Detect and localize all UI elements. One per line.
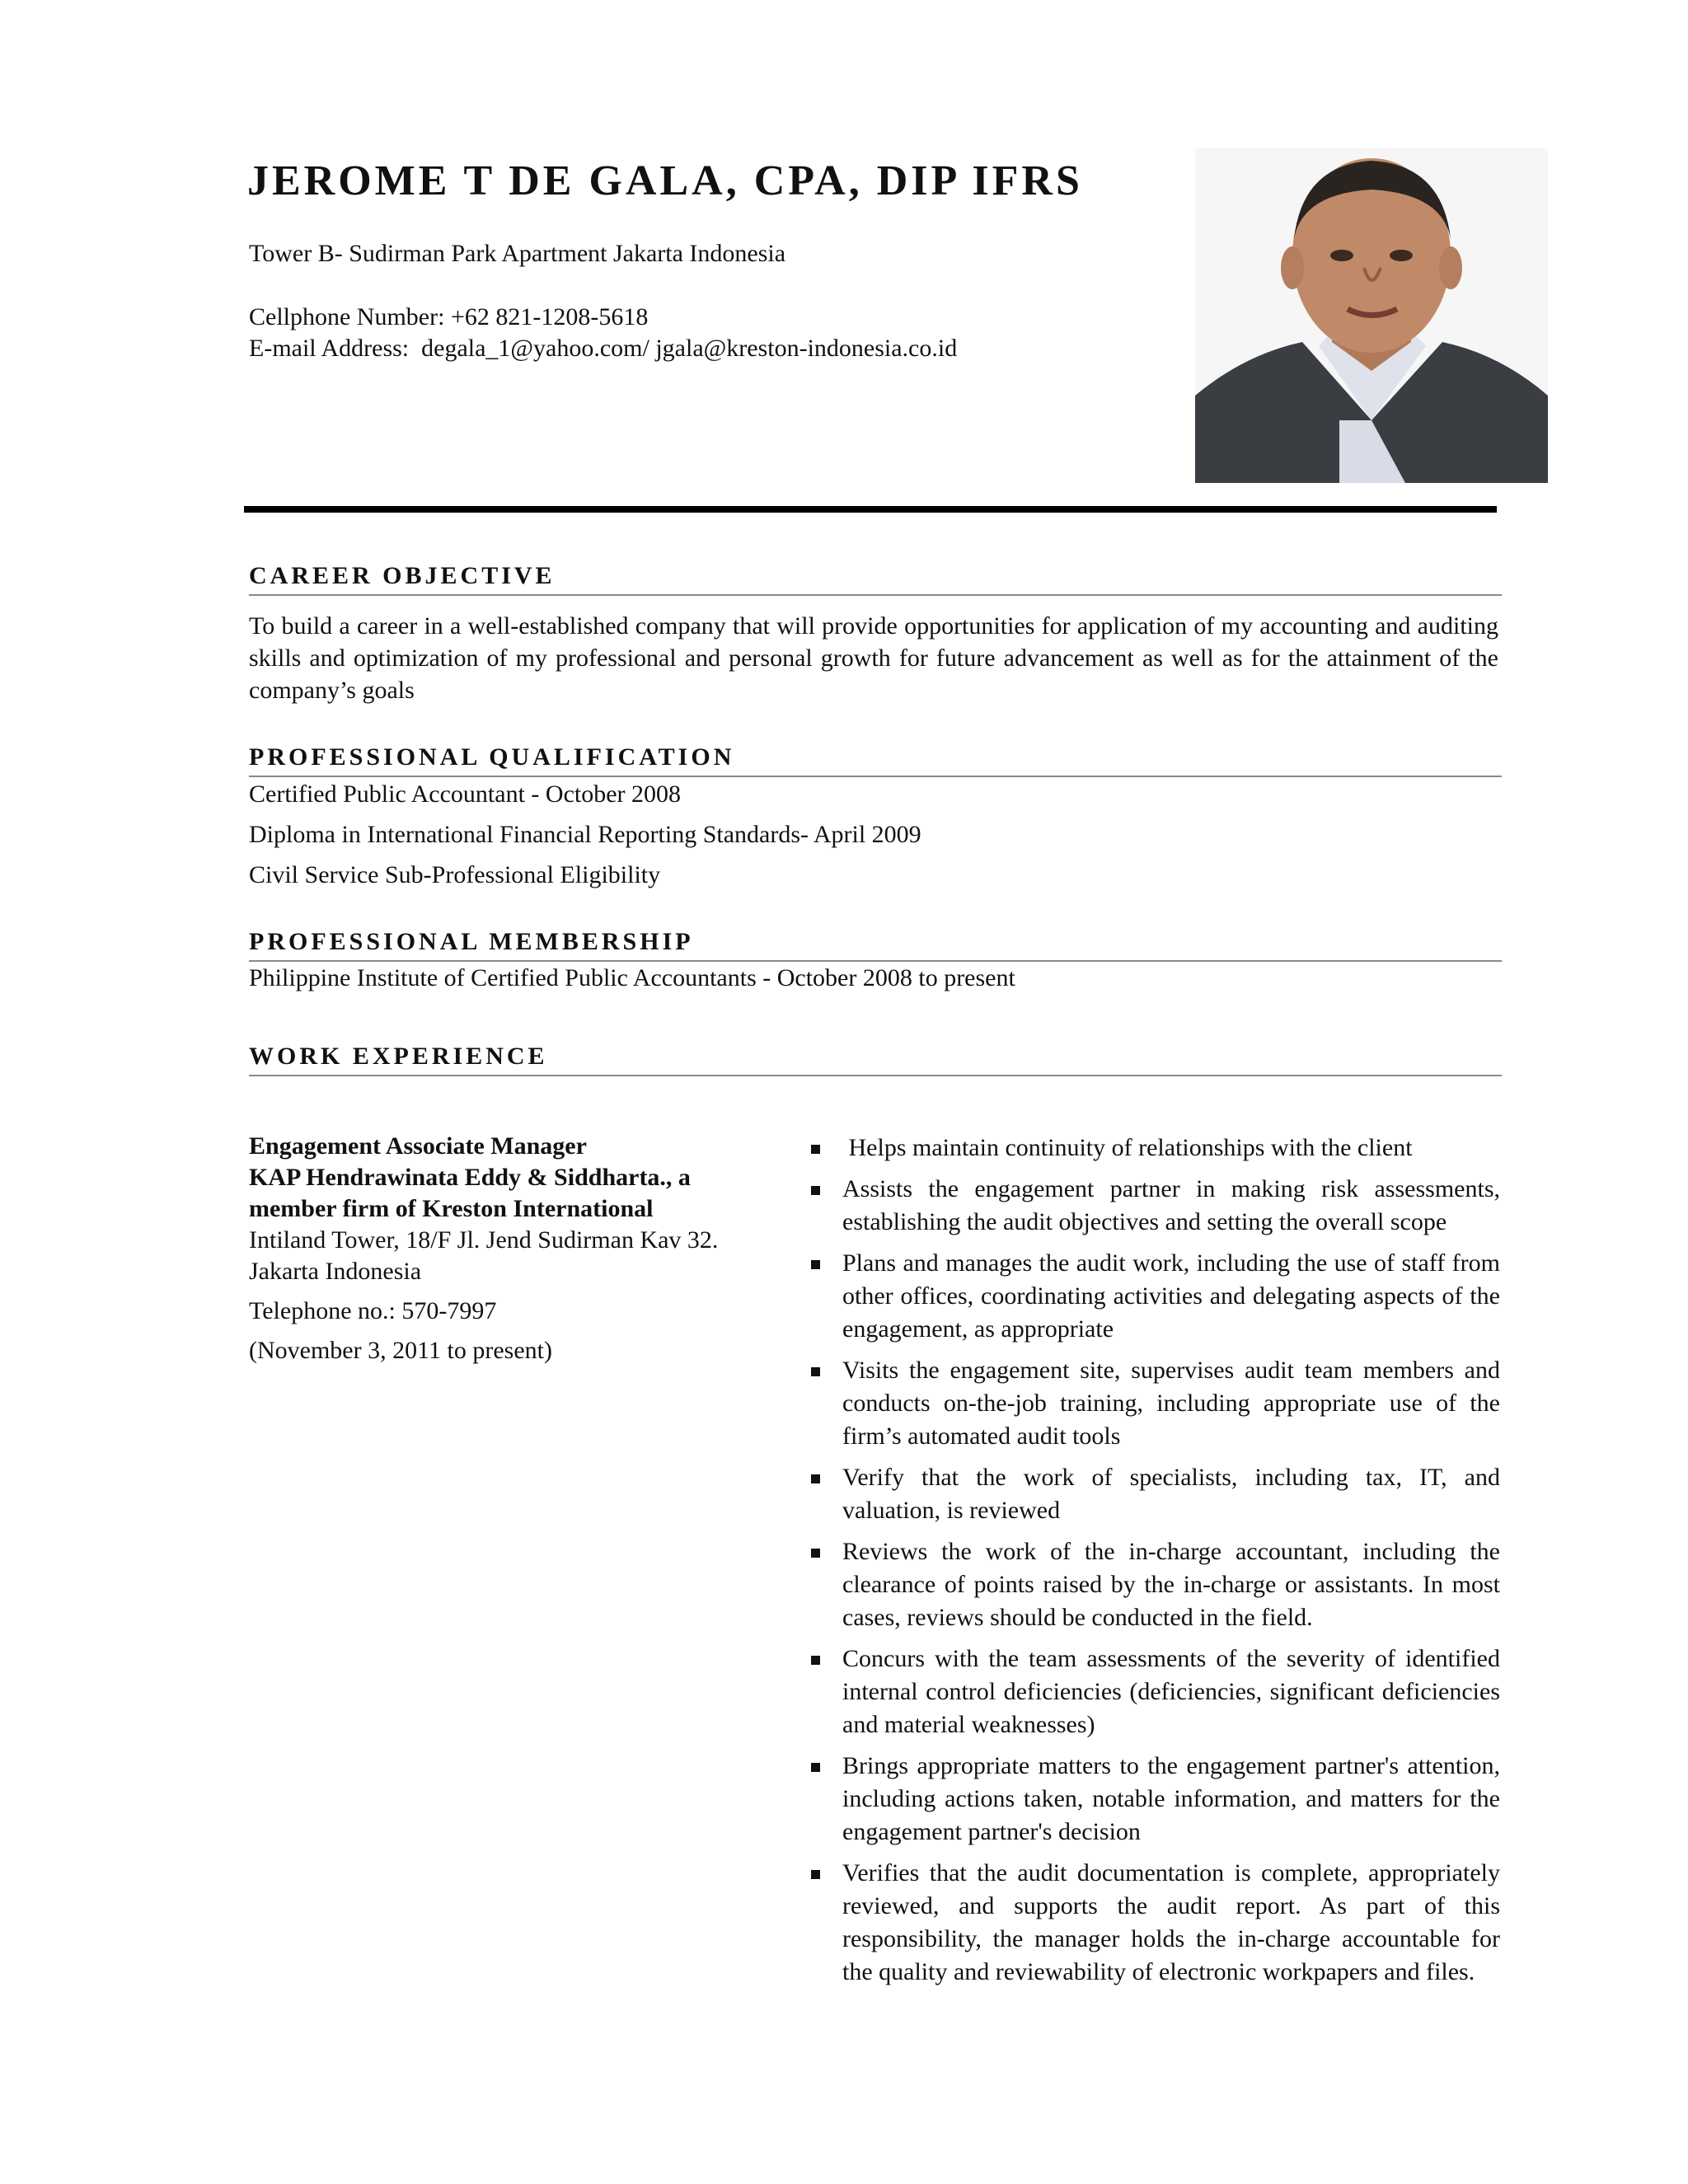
duty-item <box>808 1535 1500 1634</box>
resume-name: JEROME T DE GALA, CPA, DIP IFRS <box>247 157 1083 204</box>
duty-text: Assists the engagement partner in making risk assessments, establishing the audit objectives and setting the overall scope <box>842 1175 1500 1235</box>
email: E-mail Address: degala_1@yahoo.com/ jgala@kreston-indonesia.co.id <box>249 335 958 362</box>
address: Tower B- Sudirman Park Apartment Jakarta Indonesia <box>249 240 786 267</box>
section-title-career-objective: CAREER OBJECTIVE <box>249 560 1502 596</box>
header-divider <box>244 506 1497 513</box>
duty-item <box>808 1857 1500 1989</box>
bullet-square-icon <box>811 1260 820 1269</box>
qualification-item: Certified Public Accountant - October 2008 <box>249 780 682 808</box>
profile-photo <box>1195 148 1548 483</box>
bullet-square-icon <box>811 1549 820 1558</box>
job-duties-list <box>808 1132 1500 1997</box>
career-objective-text: To build a career in a well-established company that will provide opportunities for application of my accounting and auditing skills and optimization of my professional and personal growth for future advancement as well as for the attainment of the company’s goals <box>249 612 1498 704</box>
duty-text: Helps maintain continuity of relationships with the client <box>842 1134 1413 1161</box>
duty-text: Verify that the work of specialists, including tax, IT, and valuation, is reviewed <box>842 1464 1500 1524</box>
section-title-professional-qualification: PROFESSIONAL QUALIFICATION <box>249 741 1502 777</box>
profile-photo-drawing <box>1195 148 1548 483</box>
duty-text: Plans and manages the audit work, including the use of staff from other offices, coordinating activities and delegating aspects of the engagement, as appropriate <box>842 1249 1500 1343</box>
bullet-square-icon <box>811 1145 820 1154</box>
job-telephone: Telephone no.: 570-7997 <box>249 1297 497 1324</box>
job-details <box>249 1131 793 1366</box>
duty-text: Verifies that the audit documentation is complete, appropriately reviewed, and supports the audit report. As part of this responsibility, the manager holds the in-charge accountable for the quality and reviewability of electronic workpapers and files. <box>842 1859 1500 1985</box>
qualification-item: Civil Service Sub-Professional Eligibility <box>249 861 661 888</box>
duty-item <box>808 1247 1500 1346</box>
section-title-professional-membership: PROFESSIONAL MEMBERSHIP <box>249 926 1502 962</box>
duty-text: Concurs with the team assessments of the severity of identified internal control deficiencies (deficiencies, significant deficiencies and material weaknesses) <box>842 1645 1500 1738</box>
qualification-item: Diploma in International Financial Reporting Standards- April 2009 <box>249 821 921 848</box>
bullet-square-icon <box>811 1656 820 1665</box>
section-title-work-experience: WORK EXPERIENCE <box>249 1040 1502 1076</box>
cellphone: Cellphone Number: +62 821-1208-5618 <box>249 303 649 330</box>
job-period: (November 3, 2011 to present) <box>249 1337 552 1364</box>
job-position: Engagement Associate Manager <box>249 1132 587 1160</box>
bullet-square-icon <box>811 1367 820 1376</box>
bullet-square-icon <box>811 1474 820 1483</box>
membership-item: Philippine Institute of Certified Public Accountants - October 2008 to present <box>249 964 1015 991</box>
duty-text: Reviews the work of the in-charge accountant, including the clearance of points raised by the in-charge or assistants. In most cases, reviews should be conducted in the field. <box>842 1538 1500 1631</box>
job-firm-line-2: member firm of Kreston International <box>249 1195 654 1222</box>
bullet-square-icon <box>811 1763 820 1772</box>
duty-item <box>808 1643 1500 1741</box>
duty-item <box>808 1461 1500 1527</box>
duty-text: Visits the engagement site, supervises audit team members and conducts on-the-job training, including appropriate use of the firm’s automated audit tools <box>842 1357 1500 1450</box>
job-address: Intiland Tower, 18/F Jl. Jend Sudirman Kav 32. Jakarta Indonesia <box>249 1226 719 1285</box>
duty-item <box>808 1750 1500 1849</box>
duty-text: Brings appropriate matters to the engagement partner's attention, including actions taken, notable information, and matters for the engagement partner's decision <box>842 1752 1500 1845</box>
duty-item <box>808 1132 1500 1165</box>
job-firm-line-1: KAP Hendrawinata Eddy & Siddharta., a <box>249 1164 691 1191</box>
duty-item <box>808 1173 1500 1239</box>
bullet-square-icon <box>811 1870 820 1879</box>
bullet-square-icon <box>811 1186 820 1195</box>
duty-item <box>808 1354 1500 1453</box>
